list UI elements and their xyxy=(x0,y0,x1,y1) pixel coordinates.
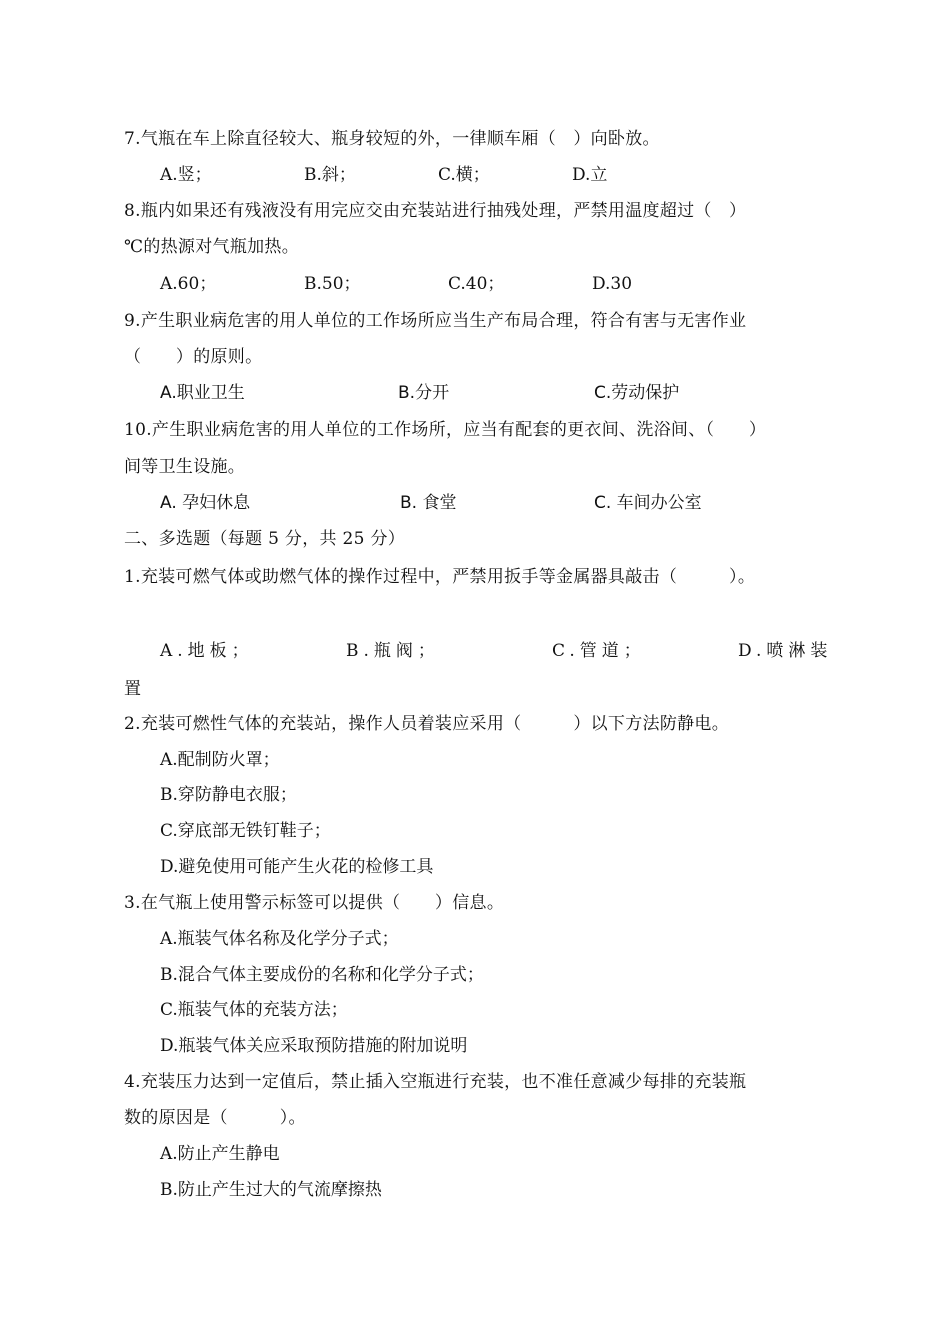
m2-option-d: D.避免使用可能产生火花的检修工具 xyxy=(160,857,434,877)
multi-question-1-stem: 1.充装可燃气体或助燃气体的操作过程中，严禁用扳手等金属器具敲击（ ）。 xyxy=(124,567,756,587)
q8-option-d: D.30 xyxy=(592,274,633,294)
q10-option-a: A. 孕妇休息 xyxy=(160,493,251,513)
q7-option-b: B.斜； xyxy=(304,165,356,185)
multi-question-2-stem: 2.充装可燃性气体的充装站，操作人员着装应采用（ ）以下方法防静电。 xyxy=(124,714,730,734)
m3-option-a: A.瓶装气体名称及化学分子式； xyxy=(160,929,399,949)
m3-option-d: D.瓶装气体关应采取预防措施的附加说明 xyxy=(160,1036,468,1056)
q9-option-b: B.分开 xyxy=(398,383,450,403)
q10-option-c: C. 车间办公室 xyxy=(594,493,702,513)
question-9-stem-line2: （ ）的原则。 xyxy=(124,347,263,367)
m3-option-c: C.瓶装气体的充装方法； xyxy=(160,1000,348,1020)
m1-option-c: C.管道； xyxy=(552,641,646,661)
m2-option-c: C.穿底部无铁钉鞋子； xyxy=(160,821,331,841)
question-8-stem-line2: ℃的热源对气瓶加热。 xyxy=(124,237,300,257)
q8-option-c: C.40； xyxy=(448,274,505,294)
question-10-stem-line2: 间等卫生设施。 xyxy=(124,457,246,477)
q7-option-c: C.横； xyxy=(438,165,490,185)
q7-option-d: D.立 xyxy=(572,165,608,185)
m1-option-d: D.喷淋装 xyxy=(738,641,833,661)
m2-option-a: A.配制防火罩； xyxy=(160,750,280,770)
q9-option-a: A.职业卫生 xyxy=(160,383,245,403)
q8-option-b: B.50； xyxy=(304,274,361,294)
multi-question-4-stem-line1: 4.充装压力达到一定值后，禁止插入空瓶进行充装，也不准任意减少每排的充装瓶 xyxy=(124,1072,747,1092)
m1-option-d-continuation: 置 xyxy=(124,679,141,699)
question-8-stem-line1: 8.瓶内如果还有残液没有用完应交由充装站进行抽残处理，严禁用温度超过（ ） xyxy=(124,201,747,221)
question-9-stem-line1: 9.产生职业病危害的用人单位的工作场所应当生产布局合理，符合有害与无害作业 xyxy=(124,311,747,331)
m3-option-b: B.混合气体主要成份的名称和化学分子式； xyxy=(160,965,484,985)
section-heading-multi-choice: 二、多选题（每题 5 分，共 25 分） xyxy=(124,529,406,549)
multi-question-3-stem: 3.在气瓶上使用警示标签可以提供（ ）信息。 xyxy=(124,893,505,913)
m4-option-a: A.防止产生静电 xyxy=(160,1144,280,1164)
q10-option-b: B. 食堂 xyxy=(400,493,457,513)
m2-option-b: B.穿防静电衣服； xyxy=(160,785,297,805)
q8-option-a: A.60； xyxy=(160,274,217,294)
question-10-stem-line1: 10.产生职业病危害的用人单位的工作场所，应当有配套的更衣间、洗浴间、（ ） xyxy=(124,420,767,440)
m1-option-a: A.地板； xyxy=(160,641,254,661)
question-7-stem: 7.气瓶在车上除直径较大、瓶身较短的外，一律顺车厢（ ）向卧放。 xyxy=(124,129,660,149)
m4-option-b: B.防止产生过大的气流摩擦热 xyxy=(160,1180,382,1200)
m1-option-b: B.瓶阀； xyxy=(346,641,440,661)
multi-question-4-stem-line2: 数的原因是（ ）。 xyxy=(124,1108,306,1128)
q9-option-c: C.劳动保护 xyxy=(594,383,680,403)
q7-option-a: A.竖； xyxy=(160,165,212,185)
